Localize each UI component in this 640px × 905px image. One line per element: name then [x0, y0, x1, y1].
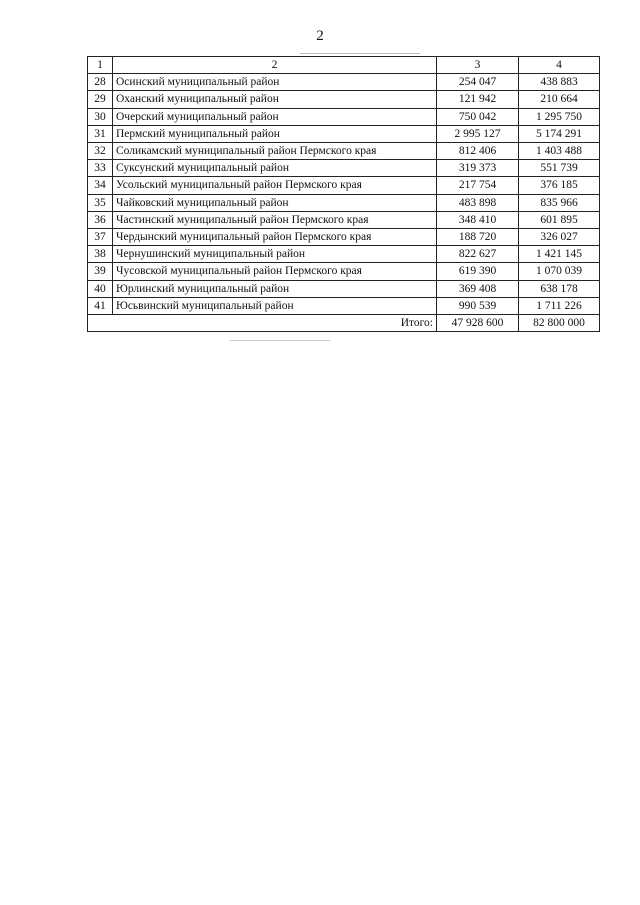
value-col3-cell: 348 410 — [437, 211, 519, 228]
value-col4-cell: 601 895 — [519, 211, 600, 228]
value-col4-cell: 1 711 226 — [519, 297, 600, 314]
table-row — [88, 263, 600, 280]
table-row — [88, 74, 600, 91]
row-number-cell: 32 — [88, 143, 113, 160]
district-name-cell: Юсьвинский муниципальный район — [113, 297, 437, 314]
total-col3-cell: 47 928 600 — [437, 315, 519, 332]
table-row — [88, 177, 600, 194]
row-number-cell: 34 — [88, 177, 113, 194]
total-col4-cell: 82 800 000 — [519, 315, 600, 332]
row-number-cell: 31 — [88, 125, 113, 142]
header-cell-2: 2 — [113, 57, 437, 74]
value-col3-cell: 822 627 — [437, 246, 519, 263]
value-col3-cell: 750 042 — [437, 108, 519, 125]
value-col4-cell: 1 403 488 — [519, 143, 600, 160]
district-name-cell: Осинский муниципальный район — [113, 74, 437, 91]
table-header-row — [88, 57, 600, 74]
value-col4-cell: 326 027 — [519, 229, 600, 246]
value-col3-cell: 2 995 127 — [437, 125, 519, 142]
allocation-table — [87, 56, 600, 332]
value-col3-cell: 483 898 — [437, 194, 519, 211]
header-cell-1: 1 — [88, 57, 113, 74]
value-col4-cell: 835 966 — [519, 194, 600, 211]
value-col3-cell: 319 373 — [437, 160, 519, 177]
table-body — [88, 57, 600, 332]
page-number: 2 — [316, 28, 324, 44]
header-cell-3: 3 — [437, 57, 519, 74]
value-col3-cell: 254 047 — [437, 74, 519, 91]
row-number-cell: 41 — [88, 297, 113, 314]
value-col4-cell: 438 883 — [519, 74, 600, 91]
row-number-cell: 35 — [88, 194, 113, 211]
district-name-cell: Чернушинский муниципальный район — [113, 246, 437, 263]
row-number-cell: 37 — [88, 229, 113, 246]
table-row — [88, 194, 600, 211]
row-number-cell: 39 — [88, 263, 113, 280]
value-col4-cell: 551 739 — [519, 160, 600, 177]
table-row — [88, 143, 600, 160]
district-name-cell: Чердынский муниципальный район Пермского края — [113, 229, 437, 246]
value-col4-cell: 1 295 750 — [519, 108, 600, 125]
row-number-cell: 30 — [88, 108, 113, 125]
district-name-cell: Соликамский муниципальный район Пермского края — [113, 143, 437, 160]
table-row — [88, 280, 600, 297]
value-col4-cell: 376 185 — [519, 177, 600, 194]
row-number-cell: 29 — [88, 91, 113, 108]
table-row — [88, 108, 600, 125]
district-name-cell: Оханский муниципальный район — [113, 91, 437, 108]
district-name-cell: Юрлинский муниципальный район — [113, 280, 437, 297]
row-number-cell: 28 — [88, 74, 113, 91]
table-row — [88, 229, 600, 246]
row-number-cell: 33 — [88, 160, 113, 177]
table-row — [88, 246, 600, 263]
table-row — [88, 297, 600, 314]
row-number-cell: 36 — [88, 211, 113, 228]
value-col3-cell: 990 539 — [437, 297, 519, 314]
value-col3-cell: 217 754 — [437, 177, 519, 194]
district-name-cell: Частинский муниципальный район Пермского края — [113, 211, 437, 228]
value-col4-cell: 1 070 039 — [519, 263, 600, 280]
table-row — [88, 91, 600, 108]
value-col3-cell: 619 390 — [437, 263, 519, 280]
value-col3-cell: 188 720 — [437, 229, 519, 246]
value-col4-cell: 5 174 291 — [519, 125, 600, 142]
district-name-cell: Чайковский муниципальный район — [113, 194, 437, 211]
header-cell-4: 4 — [519, 57, 600, 74]
value-col3-cell: 121 942 — [437, 91, 519, 108]
district-name-cell: Пермский муниципальный район — [113, 125, 437, 142]
table-row — [88, 160, 600, 177]
value-col4-cell: 638 178 — [519, 280, 600, 297]
value-col3-cell: 812 406 — [437, 143, 519, 160]
district-name-cell: Усольский муниципальный район Пермского края — [113, 177, 437, 194]
value-col4-cell: 1 421 145 — [519, 246, 600, 263]
district-name-cell: Очерский муниципальный район — [113, 108, 437, 125]
row-number-cell: 40 — [88, 280, 113, 297]
value-col4-cell: 210 664 — [519, 91, 600, 108]
scan-line-bottom — [230, 340, 330, 341]
district-name-cell: Чусовской муниципальный район Пермского края — [113, 263, 437, 280]
table-row — [88, 125, 600, 142]
district-name-cell: Суксунский муниципальный район — [113, 160, 437, 177]
scan-line-top — [300, 53, 420, 54]
total-label-cell: Итого: — [88, 315, 437, 332]
total-row — [88, 315, 600, 332]
table-row — [88, 211, 600, 228]
row-number-cell: 38 — [88, 246, 113, 263]
value-col3-cell: 369 408 — [437, 280, 519, 297]
